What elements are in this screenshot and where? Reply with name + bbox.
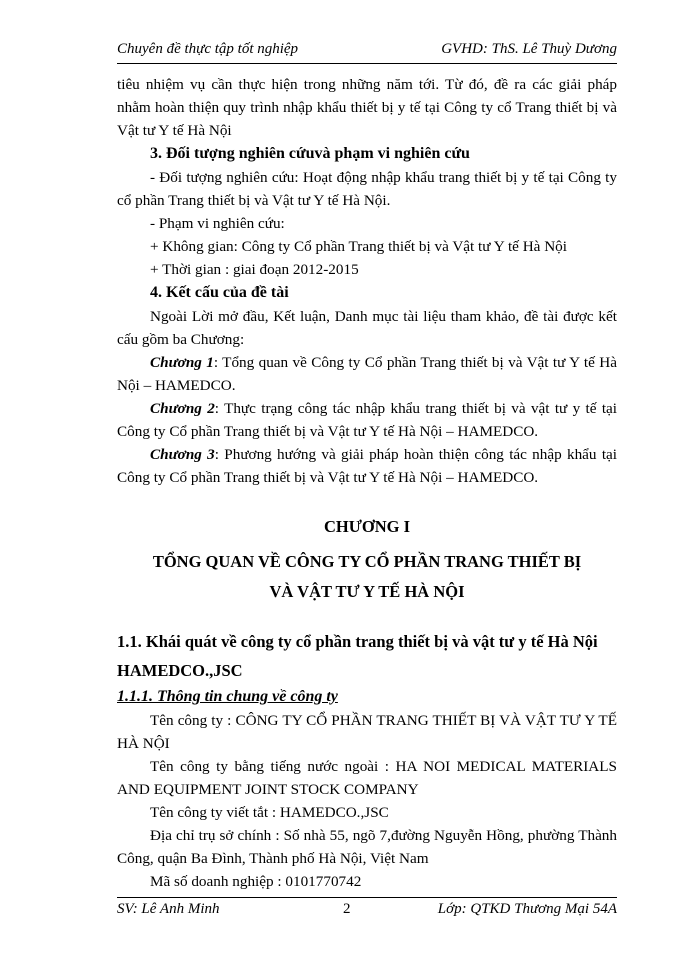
chapter-1-label: Chương 1 [150,354,214,371]
intro-paragraph: tiêu nhiệm vụ cần thực hiện trong những năm tới. Từ đó, đề ra các giải pháp nhằm hoàn thiện quy trình nhập khẩu thiết bị y tế tại Công ty cổ Trang thiết bị và Vật tư Y tế Hà Nội [117,76,617,139]
page-number: 2 [343,901,351,917]
chapter-2-label: Chương 2 [150,400,215,417]
footer-student: SV: Lê Anh Minh [117,901,220,917]
section-1-1-heading: 1.1. Khái quát về công ty cổ phần trang thiết bị và vật tư y tế Hà Nội HAMEDCO.,JSC [117,632,598,680]
chapter-2-text: : Thực trạng công tác nhập khẩu trang thiết bị và vật tư y tế tại Công ty Cổ phần Trang thiết bị và Vật tư Y tế Hà Nội – HAMEDCO. [117,400,617,440]
page-footer [117,897,617,924]
page-body [117,73,617,893]
header-left: Chuyên đề thực tập tốt nghiệp [117,41,299,57]
header-right: GVHD: ThS. Lê Thuỳ Dương [441,41,617,57]
structure-intro: Ngoài Lời mở đầu, Kết luận, Danh mục tài liệu tham khảo, đề tài được kết cấu gồm ba Chương: [117,308,617,348]
research-scope-space: + Không gian: Công ty Cổ phần Trang thiết bị và Vật tư Y tế Hà Nội [150,238,567,255]
chapter-title-line-1: TỔNG QUAN VỀ CÔNG TY CỔ PHẦN TRANG THIẾT BỊ [152,552,582,571]
company-foreign-name: Tên công ty bằng tiếng nước ngoài : HA NOI MEDICAL MATERIALS AND EQUIPMENT JOINT STOCK COMPANY [117,758,617,798]
chapter-1-text: : Tổng quan về Công ty Cổ phần Trang thiết bị và Vật tư Y tế Hà Nội – HAMEDCO. [117,354,617,394]
footer-class: Lớp: QTKD Thương Mại 54A [437,901,617,917]
chapter-3-label: Chương 3 [150,446,215,463]
research-scope-time: + Thời gian : giai đoạn 2012-2015 [150,261,359,278]
page-header [117,37,617,64]
company-name: Tên công ty : CÔNG TY CỔ PHẦN TRANG THIẾT BỊ VÀ VẬT TƯ Y TẾ HÀ NỘI [117,712,617,752]
chapter-3-summary [117,443,617,489]
chapter-3-text: : Phương hướng và giải pháp hoàn thiện công tác nhập khẩu tại Công ty Cổ phần Trang thiết bị và Vật tư Y tế Hà Nội – HAMEDCO. [117,446,617,486]
section-1-1-1-heading: 1.1.1. Thông tin chung về công ty [117,688,338,705]
section-4-heading: 4. Kết cấu của đề tài [150,284,289,301]
company-tax-code: Mã số doanh nghiệp : 0101770742 [150,873,362,890]
chapter-2-summary [117,397,617,443]
chapter-1-summary [117,351,617,397]
company-short-name: Tên công ty viết tắt : HAMEDCO.,JSC [150,804,389,821]
chapter-number: CHƯƠNG I [323,517,410,536]
chapter-title-line-2: VÀ VẬT TƯ Y TẾ HÀ NỘI [269,582,465,601]
research-scope-label: - Phạm vi nghiên cứu: [150,215,285,232]
research-object: - Đối tượng nghiên cứu: Hoạt động nhập khẩu trang thiết bị y tế tại Công ty cổ phần Trang thiết bị và Vật tư Y tế Hà Nội. [117,169,617,209]
section-3-heading: 3. Đối tượng nghiên cứuvà phạm vi nghiên cứu [150,145,470,162]
company-address: Địa chỉ trụ sở chính : Số nhà 55, ngõ 7,đường Nguyễn Hồng, phường Thành Công, quận Ba Đình, Thành phố Hà Nội, Việt Nam [117,827,617,867]
